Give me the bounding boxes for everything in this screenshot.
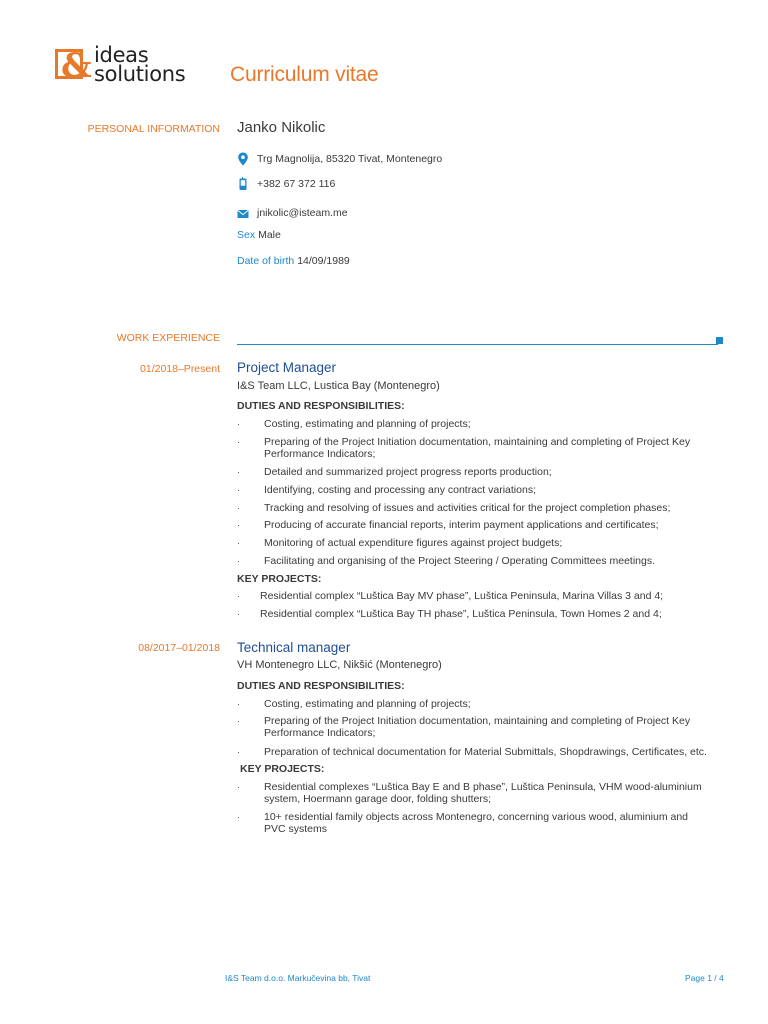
duty-item: · Producing of accurate financial reports, interim payment applications and certificates; (237, 519, 659, 531)
project-item: · Residential complexes “Luštica Bay E and B phase”, Luštica Peninsula, VHM wood-aluminium system, Hoermann garage door, folding shutters; (237, 781, 702, 805)
dob-label: Date of birth (237, 255, 295, 267)
job-employer: VH Montenegro LLC, Nikšić (Montenegro) (237, 659, 442, 671)
section-divider-square (716, 337, 723, 344)
personal-information-label: PERSONAL INFORMATION (87, 123, 220, 135)
logo-word-ideas: ideas (94, 43, 149, 67)
document-title: Curriculum vitae (230, 63, 379, 86)
work-experience-label: WORK EXPERIENCE (116, 332, 220, 344)
job-title: Project Manager (237, 360, 337, 375)
duty-item: · Preparing of the Project Initiation documentation, maintaining and completing of Project Key Performance Indicators; (237, 436, 691, 460)
duty-item: · Facilitating and organising of the Project Steering / Operating Committees meetings. (237, 555, 656, 567)
envelope-icon (237, 206, 249, 220)
duty-item: · Costing, estimating and planning of projects; (237, 418, 471, 430)
location-pin-icon (237, 152, 249, 166)
duty-item: · Preparing of the Project Initiation documentation, maintaining and completing of Project Key Performance Indicators; (237, 715, 691, 739)
project-item: · Residential complex “Luštica Bay TH phase”, Luštica Peninsula, Town Homes 2 and 4; (237, 608, 662, 620)
duty-item: · Tracking and resolving of issues and activities critical for the project completion phases; (237, 502, 671, 514)
duty-item: · Preparation of technical documentation for Material Submittals, Shopdrawings, Certificates, etc. (237, 746, 707, 758)
key-projects-heading: KEY PROJECTS: (237, 573, 322, 585)
duty-item: · Detailed and summarized project progress reports production; (237, 466, 552, 478)
footer-company: I&S Team d.o.o. Markučevina bb, Tivat (225, 973, 371, 983)
address-row (237, 152, 442, 166)
project-item: · 10+ residential family objects across Montenegro, concerning various wood, aluminium and PVC systems (237, 811, 689, 835)
address-text: Trg Magnolija, 85320 Tivat, Montenegro (257, 153, 443, 165)
job-title: Technical manager (237, 640, 351, 655)
key-projects-heading: KEY PROJECTS: (240, 763, 325, 775)
email-row (237, 206, 348, 220)
mobile-phone-icon (237, 177, 249, 191)
ideas-solutions-logo (55, 45, 205, 89)
sex-value: Male (258, 229, 281, 241)
duties-heading: DUTIES AND RESPONSIBILITIES: (237, 680, 405, 692)
duty-item: · Monitoring of actual expenditure figures against project budgets; (237, 537, 563, 549)
job-date: 01/2018–Present (140, 363, 220, 375)
job-employer: I&S Team LLC, Lustica Bay (Montenegro) (237, 380, 440, 392)
page-number: Page 1 / 4 (685, 973, 724, 983)
phone-row (237, 177, 335, 191)
sex-row (237, 229, 281, 241)
duty-item: · Costing, estimating and planning of projects; (237, 698, 471, 710)
phone-text: +382 67 372 116 (257, 178, 336, 190)
duties-heading: DUTIES AND RESPONSIBILITIES: (237, 400, 405, 412)
sex-label: Sex (237, 229, 256, 241)
section-divider (237, 344, 718, 345)
logo-ampersand: & (61, 46, 92, 86)
person-name: Janko Nikolic (237, 119, 326, 136)
logo-word-solutions: solutions (94, 62, 186, 86)
project-item: · Residential complex “Luštica Bay MV phase”, Luštica Peninsula, Marina Villas 3 and 4; (237, 590, 664, 602)
dob-row (237, 255, 350, 267)
dob-value: 14/09/1989 (297, 255, 350, 267)
duty-item: · Identifying, costing and processing any contract variations; (237, 484, 536, 496)
email-link[interactable]: jnikolic@isteam.me (257, 207, 348, 219)
job-date: 08/2017–01/2018 (138, 642, 220, 654)
